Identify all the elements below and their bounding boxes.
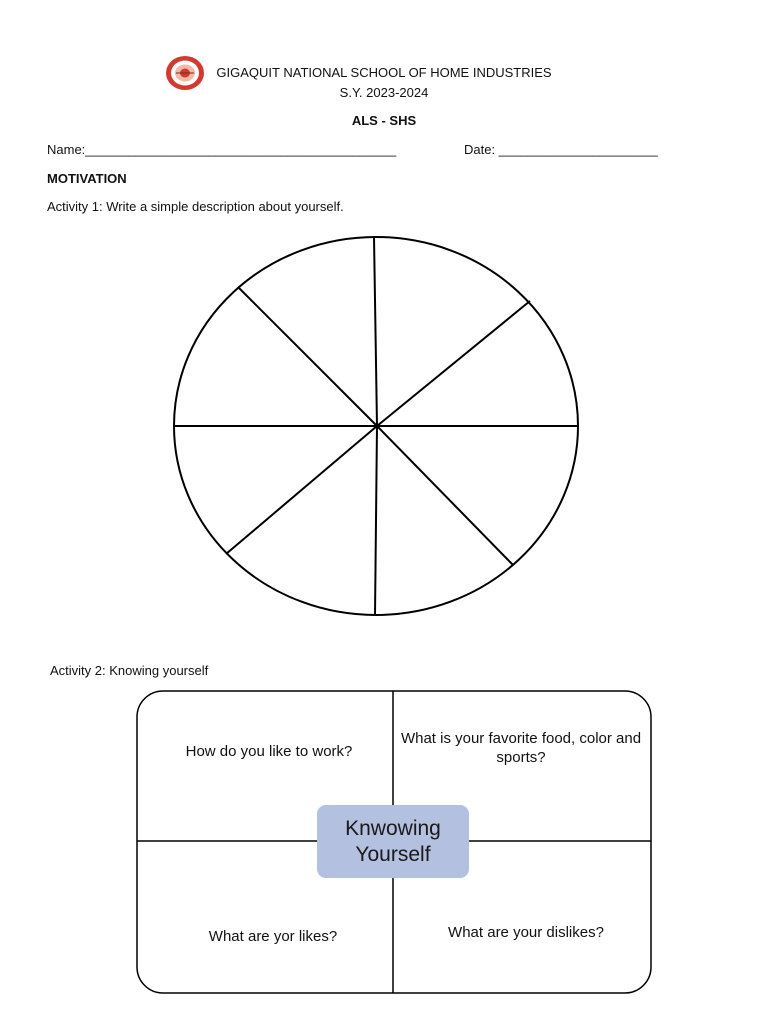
- wheel-divider: [375, 426, 377, 615]
- school-year: S.Y. 2023-2024: [339, 85, 429, 100]
- wheel-divider: [226, 426, 377, 554]
- center-label-line1: Knwowing: [345, 816, 441, 840]
- question-favorites: What is your favorite food, color and sports?: [400, 730, 642, 766]
- name-field[interactable]: Name:___________________________________________: [47, 142, 397, 157]
- program-title: ALS - SHS: [351, 113, 417, 128]
- description-wheel[interactable]: [168, 232, 584, 620]
- school-name: GIGAQUIT NATIONAL SCHOOL OF HOME INDUSTRIES: [216, 65, 552, 80]
- question-likes: What are yor likes?: [208, 928, 338, 945]
- wheel-divider: [377, 301, 530, 426]
- wheel-divider: [238, 287, 377, 426]
- activity-1-instruction: Activity 1: Write a simple description about yourself.: [47, 199, 344, 214]
- wheel-divider: [377, 426, 513, 565]
- question-dislikes: What are your dislikes?: [448, 924, 604, 941]
- section-heading: MOTIVATION: [47, 171, 127, 186]
- question-work-style: How do you like to work?: [185, 743, 353, 760]
- wheel-divider: [374, 237, 377, 426]
- date-field[interactable]: Date: ______________________: [464, 142, 658, 157]
- center-label-box: [317, 805, 469, 878]
- center-label-line2: Yourself: [355, 842, 431, 866]
- activity-2-title: Activity 2: Knowing yourself: [50, 663, 209, 678]
